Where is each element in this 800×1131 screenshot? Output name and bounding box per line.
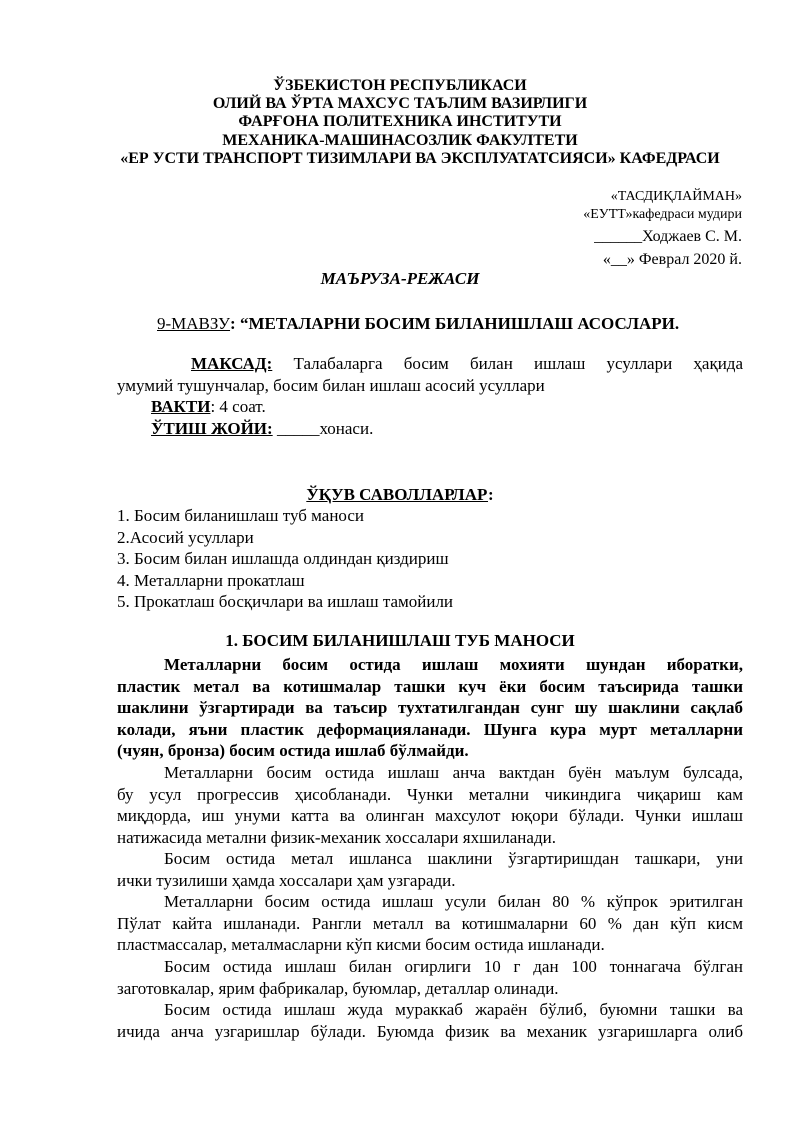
goal-text2: умумий тушунчалар, босим билан ишлаш асосий усуллари [117, 375, 545, 395]
paragraph-line: Металларни босим остида ишлаш усули билан 80 % кўпрок эритилган [164, 892, 743, 911]
header-country: ЎЗБЕКИСТОН РЕСПУБЛИКАСИ [273, 77, 527, 94]
section1-paragraph-4 [117, 891, 743, 956]
paragraph-line: Пўлат кайта ишланади. Рангли металл ва котишмаларни 60 % дан кўп кисм [117, 913, 743, 933]
section1-paragraph-5 [117, 956, 743, 999]
place-label: ЎТИШ ЖОЙИ: [151, 419, 273, 438]
place-line [151, 418, 373, 440]
approval-position: «ЕУТТ»кафедраси мудири [583, 207, 742, 222]
time-line [151, 396, 266, 418]
header-department: «ЕР УСТИ ТРАНСПОРТ ТИЗИМЛАРИ ВА ЭКСПЛУАТАТСИЯСИ» КАФЕДРАСИ [120, 150, 720, 167]
goal-label: МАКСАД: [191, 354, 273, 373]
goal-block [117, 353, 743, 396]
questions-title-line [0, 484, 800, 506]
goal-text1: Талабаларга босим билан ишлаш усуллари ҳақида [272, 354, 743, 373]
paragraph-line: пластмассалар, металмасларни кўп кисми босим остида ишланади. [117, 935, 605, 954]
section1-paragraph-6 [117, 999, 743, 1042]
paragraph-line: пластик метал ва котишмалар ташки куч ёки босим таъсирида ташки [117, 676, 743, 696]
header-ministry: ОЛИЙ ВА ЎРТА МАХСУС ТАЪЛИМ ВАЗИРЛИГИ [212, 95, 588, 112]
time-label: ВАКТИ [151, 397, 211, 416]
paragraph-line: Металларни босим остида ишлаш анча вактдан буён маълум булсада, [164, 763, 743, 782]
approval-title: «ТАСДИҚЛАЙМАН» [610, 189, 742, 204]
list-item: 1. Босим биланишлаш туб маноси [117, 506, 364, 525]
topic-number: 9-МАВЗУ [157, 314, 231, 333]
goal-line1 [117, 353, 743, 375]
time-value: : 4 соат. [210, 397, 266, 416]
questions-title: ЎҚУВ САВОЛЛАРЛАР [306, 485, 489, 504]
paragraph-line: заготовкалар, ярим фабрикалар, буюмлар, деталлар олинади. [117, 978, 559, 998]
list-item: 2.Асосий усуллари [117, 527, 254, 547]
paragraph-line: бу усул прогрессив ҳисобланади. Чунки метални чикиндига чиқариш кам [117, 784, 743, 804]
approval-block [583, 188, 742, 270]
paragraph-line: шаклини ўзгартиради ва таъсир тухтатилгандан сунг шу шаклини сақлаб [117, 698, 743, 717]
place-value: _____хонаси. [272, 419, 374, 438]
paragraph-line: Босим остида ишлаш билан огирлиги 10 г дан 100 тоннагача бўлган [164, 957, 743, 976]
approval-date: «__» Феврал 2020 й. [602, 251, 742, 268]
section1-paragraph-3 [117, 848, 743, 891]
list-item: 5. Прокатлаш босқичлари ва ишлаш тамойили [117, 592, 454, 611]
header-faculty: МЕХАНИКА-МАШИНАСОЗЛИК ФАКУЛТЕТИ [222, 132, 578, 149]
paragraph-line: натижасида метални физик-механик хоссалари яхшиланади. [117, 827, 556, 847]
paragraph-line: ички тузилиши ҳамда хоссалари ҳам узгаради. [117, 870, 456, 890]
paragraph-line: миқдорда, иш унуми катта ва олинган махсулот юқори бўлади. Чунки ишлаш [117, 806, 743, 825]
section1-paragraph-2 [117, 762, 743, 848]
approval-signature: ______Ходжаев С. М. [594, 228, 742, 245]
doc-title: МАЪРУЗА-РЕЖАСИ [320, 269, 480, 288]
topic-line [157, 313, 679, 335]
section1-title: 1. БОСИМ БИЛАНИШЛАШ ТУБ МАНОСИ [225, 631, 575, 650]
header-institute: ФАРҒОНА ПОЛИТЕХНИКА ИНСТИТУТИ [238, 113, 562, 130]
paragraph-line: ичида анча узгаришлар бўлади. Буюмда физик ва механик узгаришларга олиб [117, 1021, 743, 1041]
paragraph-line: (чуян, бронза) босим остида ишлаб бўлмайди. [117, 741, 469, 760]
list-item: 4. Металларни прокатлаш [117, 570, 305, 590]
list-item: 3. Босим билан ишлашда олдиндан қиздириш [117, 549, 449, 568]
questions-colon: : [488, 485, 494, 504]
paragraph-line: Босим остида ишлаш жуда мураккаб жараён бўлиб, буюмни ташки ва [164, 1000, 743, 1019]
paragraph-line: Босим остида метал ишланса шаклини ўзгартиришдан ташкари, уни [164, 849, 743, 868]
topic-name: : “МЕТАЛАРНИ БОСИМ БИЛАНИШЛАШ АСОСЛАРИ. [230, 314, 680, 333]
questions-list [117, 505, 453, 613]
section1-bold-paragraph [117, 654, 743, 762]
paragraph-line: Металларни босим остида ишлаш мохияти шундан иборатки, [164, 655, 743, 674]
paragraph-line: колади, яъни пластик деформацияланади. Шунга кура мурт металларни [117, 719, 743, 739]
